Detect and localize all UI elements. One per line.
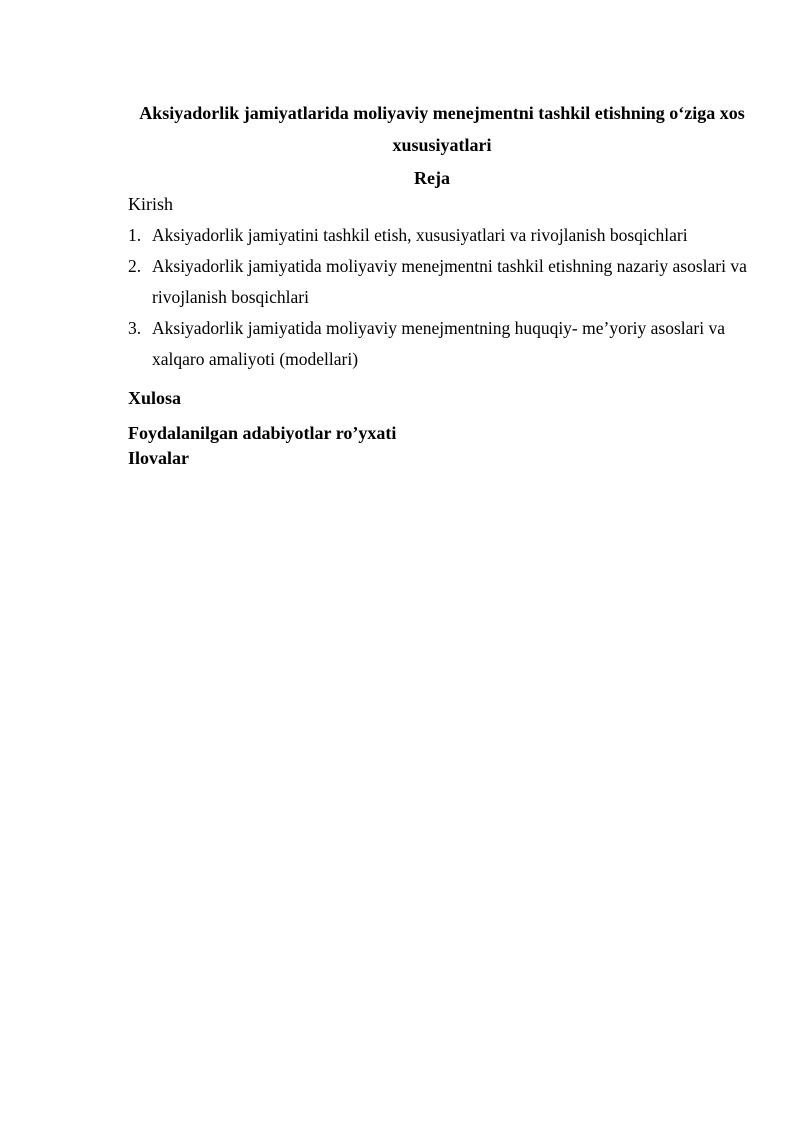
plan-item bbox=[128, 313, 758, 375]
plan-list bbox=[128, 220, 758, 375]
plan-item-text: Aksiyadorlik jamiyatida moliyaviy menejmentning huquqiy- me’yoriy asoslari va xalqaro amaliyoti (modellari) bbox=[152, 318, 726, 369]
plan-item-number: 3. bbox=[128, 318, 142, 338]
plan-item-text: Aksiyadorlik jamiyatini tashkil etish, xususiyatlari va rivojlanish bosqichlari bbox=[152, 225, 688, 245]
plan-heading: Reja bbox=[414, 168, 450, 188]
plan-item-number: 2. bbox=[128, 256, 142, 276]
references-heading: Foydalanilgan adabiyotlar ro’yxati bbox=[128, 423, 397, 443]
intro-label: Kirish bbox=[128, 194, 173, 214]
plan-item-text: Aksiyadorlik jamiyatida moliyaviy menejmentni tashkil etishning nazariy asoslari va rivojlanish bosqichlari bbox=[152, 256, 747, 307]
conclusion-heading: Xulosa bbox=[128, 388, 182, 408]
plan-item bbox=[128, 251, 758, 313]
document-title: Aksiyadorlik jamiyatlarida moliyaviy menejmentni tashkil etishning o‘ziga xos xususiyatlari bbox=[139, 103, 745, 155]
plan-item bbox=[128, 220, 758, 251]
plan-item-number: 1. bbox=[128, 225, 142, 245]
appendices-heading: Ilovalar bbox=[128, 448, 189, 468]
